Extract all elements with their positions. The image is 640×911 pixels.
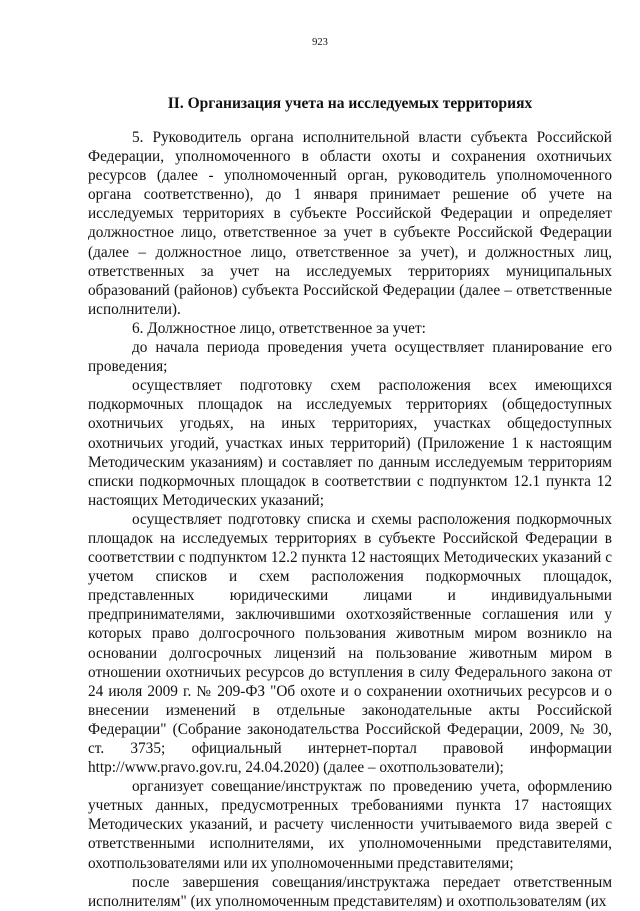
paragraph-list-schemes: осуществляет подготовку списка и схемы расположения подкормочных площадок на исследуемых территориях в субъекте Российской Федерации в соответствии с подпунктом 12.2 пункта 12 настоящих Методических указаний с учетом списков и схем расположения подкормочных площадок, представленных юридическими лицами и индивидуальными предпринимателями, заключившими охотхозяйственные соглашения или у которых право долгосрочного пользования животным миром возникло на основании долгосрочных лицензий на пользование животным миром в отношении охотничьих ресурсов до вступления в силу Федерального закона от 24 июля 2009 г. № 209-ФЗ "Об охоте и о сохранении охотничьих ресурсов и о внесении изменений в отдельные законодательные акты Российской Федерации" (Собрание законодательства Российской Федерации, 2009, № 30, ст. 3735; официальный интернет-портал правовой информации http://www.pravo.gov.ru, 24.04.2020) (далее – охотпользователи); [88, 510, 612, 777]
page-number: 923 [312, 37, 328, 48]
paragraph-after-meeting: после завершения совещания/инструктажа передает ответственным исполнителям" (их уполномоченным представителям) и охотпользователям (их [88, 873, 612, 910]
paragraph-meeting: организует совещание/инструктаж по проведению учета, оформлению учетных данных, предусмотренных требованиями пункта 17 настоящих Методических указаний, и расчету численности учитываемого вида зверей с ответственными исполнителями, их уполномоченными представителями, охотпользователями или их уполномоченными представителями; [88, 778, 612, 872]
section-heading: II. Организация учета на исследуемых территориях [167, 95, 533, 112]
paragraph-6: 6. Должностное лицо, ответственное за учет: [132, 319, 426, 337]
paragraph-5: 5. Руководитель органа исполнительной власти субъекта Российской Федерации, уполномоченного в области охоты и сохранения охотничьих ресурсов (далее - уполномоченный орган, руководитель уполномоченного органа соответственно), до 1 января принимает решение об учете на исследуемых территориях в субъекте Российской Федерации и определяет должностное лицо, ответственное за учет в субъекте Российской Федерации (далее – должностное лицо, ответственное за учет), и должностных лиц, ответственных за учет на исследуемых территориях муниципальных образований (районов) субъекта Российской Федерации (далее – ответственные исполнители). [88, 129, 612, 318]
paragraph-planning: до начала периода проведения учета осуществляет планирование его проведения; [88, 339, 612, 376]
paragraph-schemes: осуществляет подготовку схем расположения всех имеющихся подкормочных площадок на исследуемых территориях (общедоступных охотничьих угодьях, на иных территориях, участках общедоступных охотничьих угодий, участках иных территорий) (Приложение 1 к настоящим Методическим указаниям) и составляет по данным исследуемым территориям списки подкормочных площадок в соответствии с подпунктом 12.1 пункта 12 настоящих Методических указаний; [88, 377, 612, 509]
document-body [88, 128, 612, 911]
